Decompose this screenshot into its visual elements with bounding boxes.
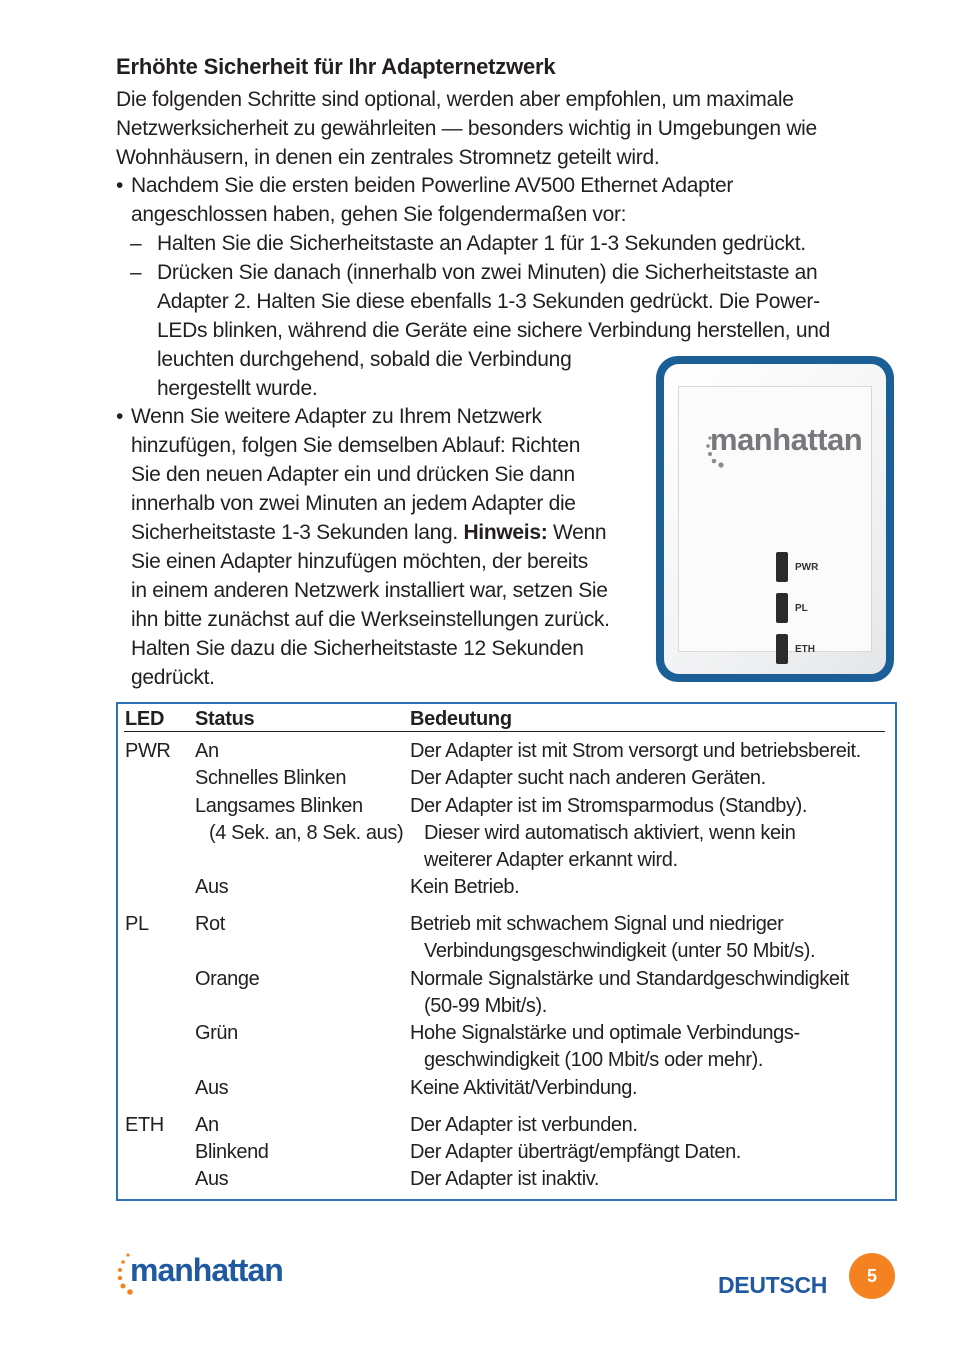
meaning-cell: geschwindigkeit (100 Mbit/s oder mehr). xyxy=(424,1049,763,1071)
meaning-cell: Der Adapter überträgt/empfängt Daten. xyxy=(410,1141,741,1163)
bullet-line: in einem anderen Netzwerk installiert war, setzen Sie xyxy=(131,579,608,602)
sub-marker: – xyxy=(130,232,142,255)
adapter-photo xyxy=(656,356,894,682)
status-cell: Langsames Blinken xyxy=(195,795,363,817)
meaning-cell: Betrieb mit schwachem Signal und niedriger xyxy=(410,913,784,935)
meaning-cell: Der Adapter ist im Stromsparmodus (Standby). xyxy=(410,795,807,817)
status-cell: An xyxy=(195,1114,219,1136)
bullet-line: gedrückt. xyxy=(131,666,215,689)
sub-text-line: leuchten durchgehend, sobald die Verbindung xyxy=(157,348,572,371)
page-number-badge: 5 xyxy=(849,1253,895,1299)
bullet-line xyxy=(131,518,610,547)
eth-led-label: ETH xyxy=(795,644,815,655)
bullet-line: Sie den neuen Adapter ein und drücken Sie dann xyxy=(131,463,575,486)
led-pwr: PWR xyxy=(125,740,171,762)
sub-text: Halten Sie die Sicherheitstaste an Adapter 1 für 1-3 Sekunden gedrückt. xyxy=(157,232,806,255)
led-pl: PL xyxy=(125,913,149,935)
header-status: Status xyxy=(195,708,255,730)
footer-logo xyxy=(116,1250,296,1300)
header-led: LED xyxy=(125,708,165,730)
bullet-line: Sie einen Adapter hinzufügen möchten, der bereits xyxy=(131,550,588,573)
bullet-text: Nachdem Sie die ersten beiden Powerline AV500 Ethernet Adapter angeschlossen haben, gehen Sie folgendermaßen vor: xyxy=(131,174,734,226)
bullet-line-part: Wenn xyxy=(552,521,607,544)
status-cell: Grün xyxy=(195,1022,238,1044)
status-cell: Blinkend xyxy=(195,1141,269,1163)
adapter-logo: manhattan xyxy=(710,422,863,457)
meaning-cell: Kein Betrieb. xyxy=(410,876,520,898)
meaning-cell: Keine Aktivität/Verbindung. xyxy=(410,1077,638,1099)
status-cell: Rot xyxy=(195,913,225,935)
status-cell: (4 Sek. an, 8 Sek. aus) xyxy=(209,822,404,844)
language-label: DEUTSCH xyxy=(718,1272,828,1298)
status-cell: Aus xyxy=(195,876,229,898)
sub-text-line: Drücken Sie danach (innerhalb von zwei Minuten) die Sicherheitstaste an xyxy=(157,261,818,284)
meaning-cell: Normale Signalstärke und Standardgeschwindigkeit xyxy=(410,968,849,990)
bullet-line: Halten Sie dazu die Sicherheitstaste 12 Sekunden xyxy=(131,637,584,660)
sub-text-line: Adapter 2. Halten Sie diese ebenfalls 1-3 Sekunden gedrückt. Die Power- xyxy=(157,290,820,313)
status-cell: Aus xyxy=(195,1168,229,1190)
eth-led-icon xyxy=(776,634,788,664)
meaning-cell: Der Adapter ist mit Strom versorgt und betriebsbereit. xyxy=(410,740,861,762)
bullet-marker: • xyxy=(116,405,124,428)
bullet-line: ihn bitte zunächst auf die Werkseinstellungen zurück. xyxy=(131,608,610,631)
status-cell: An xyxy=(195,740,219,762)
meaning-cell: (50-99 Mbit/s). xyxy=(424,995,547,1017)
led-status-table xyxy=(116,702,897,1201)
bullet-line: hinzufügen, folgen Sie demselben Ablauf: Richten xyxy=(131,434,581,457)
meaning-cell: Der Adapter ist verbunden. xyxy=(410,1114,638,1136)
header-meaning: Bedeutung xyxy=(410,708,512,730)
led-eth: ETH xyxy=(125,1114,164,1136)
meaning-cell: Der Adapter ist inaktiv. xyxy=(410,1168,600,1190)
bullet-line: innerhalb von zwei Minuten an jedem Adapter die xyxy=(131,492,576,515)
pl-led-icon xyxy=(776,593,788,623)
bullet-marker: • xyxy=(116,174,124,197)
pwr-led-label: PWR xyxy=(795,562,819,573)
meaning-cell: Verbindungsgeschwindigkeit (unter 50 Mbit/s). xyxy=(424,940,816,962)
adapter-body xyxy=(664,364,886,674)
pwr-led-icon xyxy=(776,552,788,582)
section-title: Erhöhte Sicherheit für Ihr Adapternetzwerk xyxy=(116,54,556,79)
meaning-cell: Hohe Signalstärke und optimale Verbindungs- xyxy=(410,1022,800,1044)
meaning-cell: Dieser wird automatisch aktiviert, wenn kein xyxy=(424,822,796,844)
meaning-cell: weiterer Adapter erkannt wird. xyxy=(424,849,678,871)
hint-label: Hinweis: xyxy=(463,521,548,544)
footer-logo-text: manhattan xyxy=(130,1252,283,1288)
header-divider xyxy=(124,731,885,732)
status-cell: Schnelles Blinken xyxy=(195,767,347,789)
meaning-cell: Der Adapter sucht nach anderen Geräten. xyxy=(410,767,766,789)
bullet-line: Wenn Sie weitere Adapter zu Ihrem Netzwerk xyxy=(131,405,542,428)
pl-led-label: PL xyxy=(795,603,808,614)
intro-paragraph: Die folgenden Schritte sind optional, werden aber empfohlen, um maximale Netzwerksicherheit zu gewährleiten — besonders wichtig in Umgebungen wie Wohnhäusern, in denen ein zentrales Stromnetz geteilt wird. xyxy=(116,88,817,169)
sub-text-line: LEDs blinken, während die Geräte eine sichere Verbindung herstellen, und xyxy=(157,319,831,342)
status-cell: Aus xyxy=(195,1077,229,1099)
sub-text-line: hergestellt wurde. xyxy=(157,377,318,400)
status-cell: Orange xyxy=(195,968,260,990)
sub-marker: – xyxy=(130,261,142,284)
bullet-line-part: Sicherheitstaste 1-3 Sekunden lang. xyxy=(131,521,458,544)
